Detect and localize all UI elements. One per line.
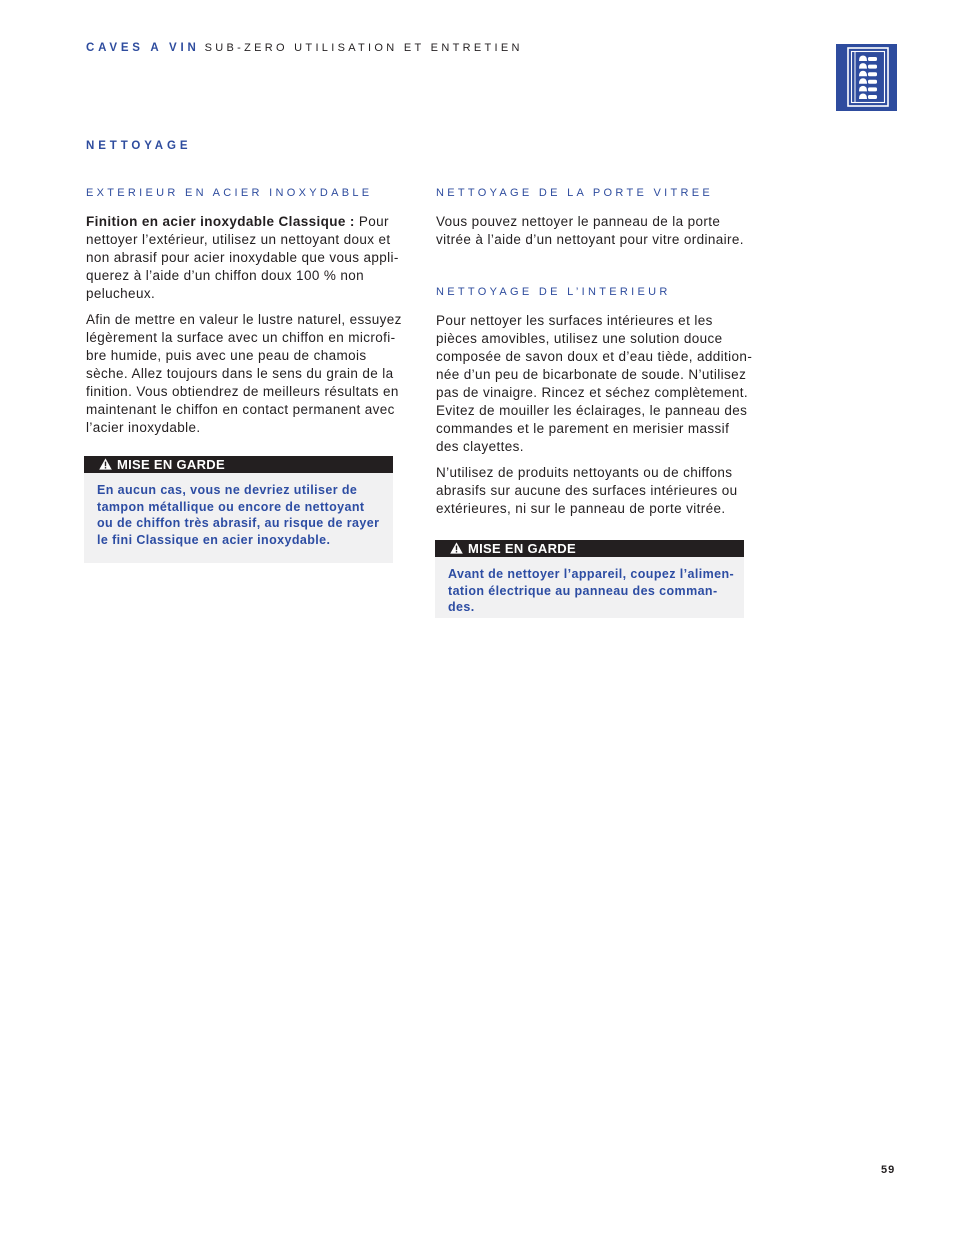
text-line: bre humide, puis avec une peau de chamois — [86, 348, 367, 363]
right-paragraph-1 — [436, 213, 744, 249]
paragraph-lead: Finition en acier inoxydable Classique : — [86, 214, 355, 229]
text-line: commandes et le parement en merisier massif — [436, 421, 730, 436]
warning-header — [84, 456, 393, 473]
header-subtitle: SUB-ZERO UTILISATION ET ENTRETIEN — [204, 42, 523, 54]
right-column-heading-2: NETTOYAGE DE L’INTERIEUR — [436, 286, 671, 298]
text-line: tampon métallique ou encore de nettoyant — [97, 499, 365, 514]
text-line: En aucun cas, vous ne devriez utiliser de — [97, 483, 358, 497]
header-brand: CAVES A VIN — [86, 42, 200, 54]
text-line: l’acier inoxydable. — [86, 420, 201, 435]
text-line: extérieures, ni sur le panneau de porte vitrée. — [436, 501, 726, 516]
text-line: N’utilisez de produits nettoyants ou de chiffons — [436, 465, 733, 480]
right-column-heading-1: NETTOYAGE DE LA PORTE VITREE — [436, 187, 714, 199]
text-line: pas de vinaigre. Rincez et séchez complètement. — [436, 385, 749, 400]
text-line: des clayettes. — [436, 439, 524, 454]
warning-box — [84, 456, 393, 563]
text-line: maintenant le chiffon en contact permanent avec — [86, 402, 395, 417]
warning-header — [435, 540, 744, 557]
warning-text — [435, 557, 744, 618]
wine-storage-icon — [836, 44, 897, 111]
page-number: 59 — [881, 1164, 896, 1176]
text-line: légèrement la surface avec un chiffon en microfi- — [86, 330, 396, 345]
text-line: querez à l’aide d’un chiffon doux 100 % non — [86, 268, 365, 283]
text-line: Afin de mettre en valeur le lustre naturel, essuyez — [86, 312, 402, 327]
warning-icon — [450, 542, 463, 554]
warning-text — [84, 473, 393, 563]
right-paragraph-2 — [436, 312, 752, 456]
text-line: Evitez de mouiller les éclairages, le panneau des — [436, 403, 748, 418]
text-line — [86, 213, 399, 231]
left-column-heading: EXTERIEUR EN ACIER INOXYDABLE — [86, 187, 373, 199]
text-line: abrasifs sur aucune des surfaces intérieures ou — [436, 483, 738, 498]
section-title: NETTOYAGE — [86, 140, 192, 152]
warning-icon — [99, 458, 112, 470]
left-paragraph-2 — [86, 311, 402, 437]
text-line: sèche. Allez toujours dans le sens du grain de la — [86, 366, 394, 381]
text-line: composée de savon doux et d’eau tiède, addition- — [436, 349, 753, 364]
text-line: Vous pouvez nettoyer le panneau de la porte — [436, 214, 721, 229]
paragraph-lead-rest: Pour — [354, 214, 389, 229]
running-header — [86, 40, 523, 55]
text-line: nettoyer l’extérieur, utilisez un nettoyant doux et — [86, 232, 391, 247]
text-line: non abrasif pour acier inoxydable que vous appli- — [86, 250, 399, 265]
text-line: pièces amovibles, utilisez une solution douce — [436, 331, 723, 346]
text-line: vitrée à l’aide d’un nettoyant pour vitre ordinaire. — [436, 232, 744, 247]
text-line: des. — [448, 600, 475, 614]
left-paragraph-1 — [86, 213, 399, 303]
warning-box — [435, 540, 744, 618]
text-line: pelucheux. — [86, 286, 156, 301]
text-line: ou de chiffon très abrasif, au risque de rayer — [97, 516, 380, 530]
text-line: Pour nettoyer les surfaces intérieures et les — [436, 313, 713, 328]
right-paragraph-3 — [436, 464, 738, 518]
text-line: finition. Vous obtiendrez de meilleurs résultats en — [86, 384, 399, 399]
text-line: née d’un peu de bicarbonate de soude. N’utilisez — [436, 367, 747, 382]
text-line: tation électrique au panneau des comman- — [448, 583, 718, 598]
warning-label: MISE EN GARDE — [117, 457, 225, 472]
text-line: Avant de nettoyer l’appareil, coupez l’alimen- — [448, 567, 735, 581]
warning-label: MISE EN GARDE — [468, 541, 576, 556]
text-line: le fini Classique en acier inoxydable. — [97, 532, 331, 547]
